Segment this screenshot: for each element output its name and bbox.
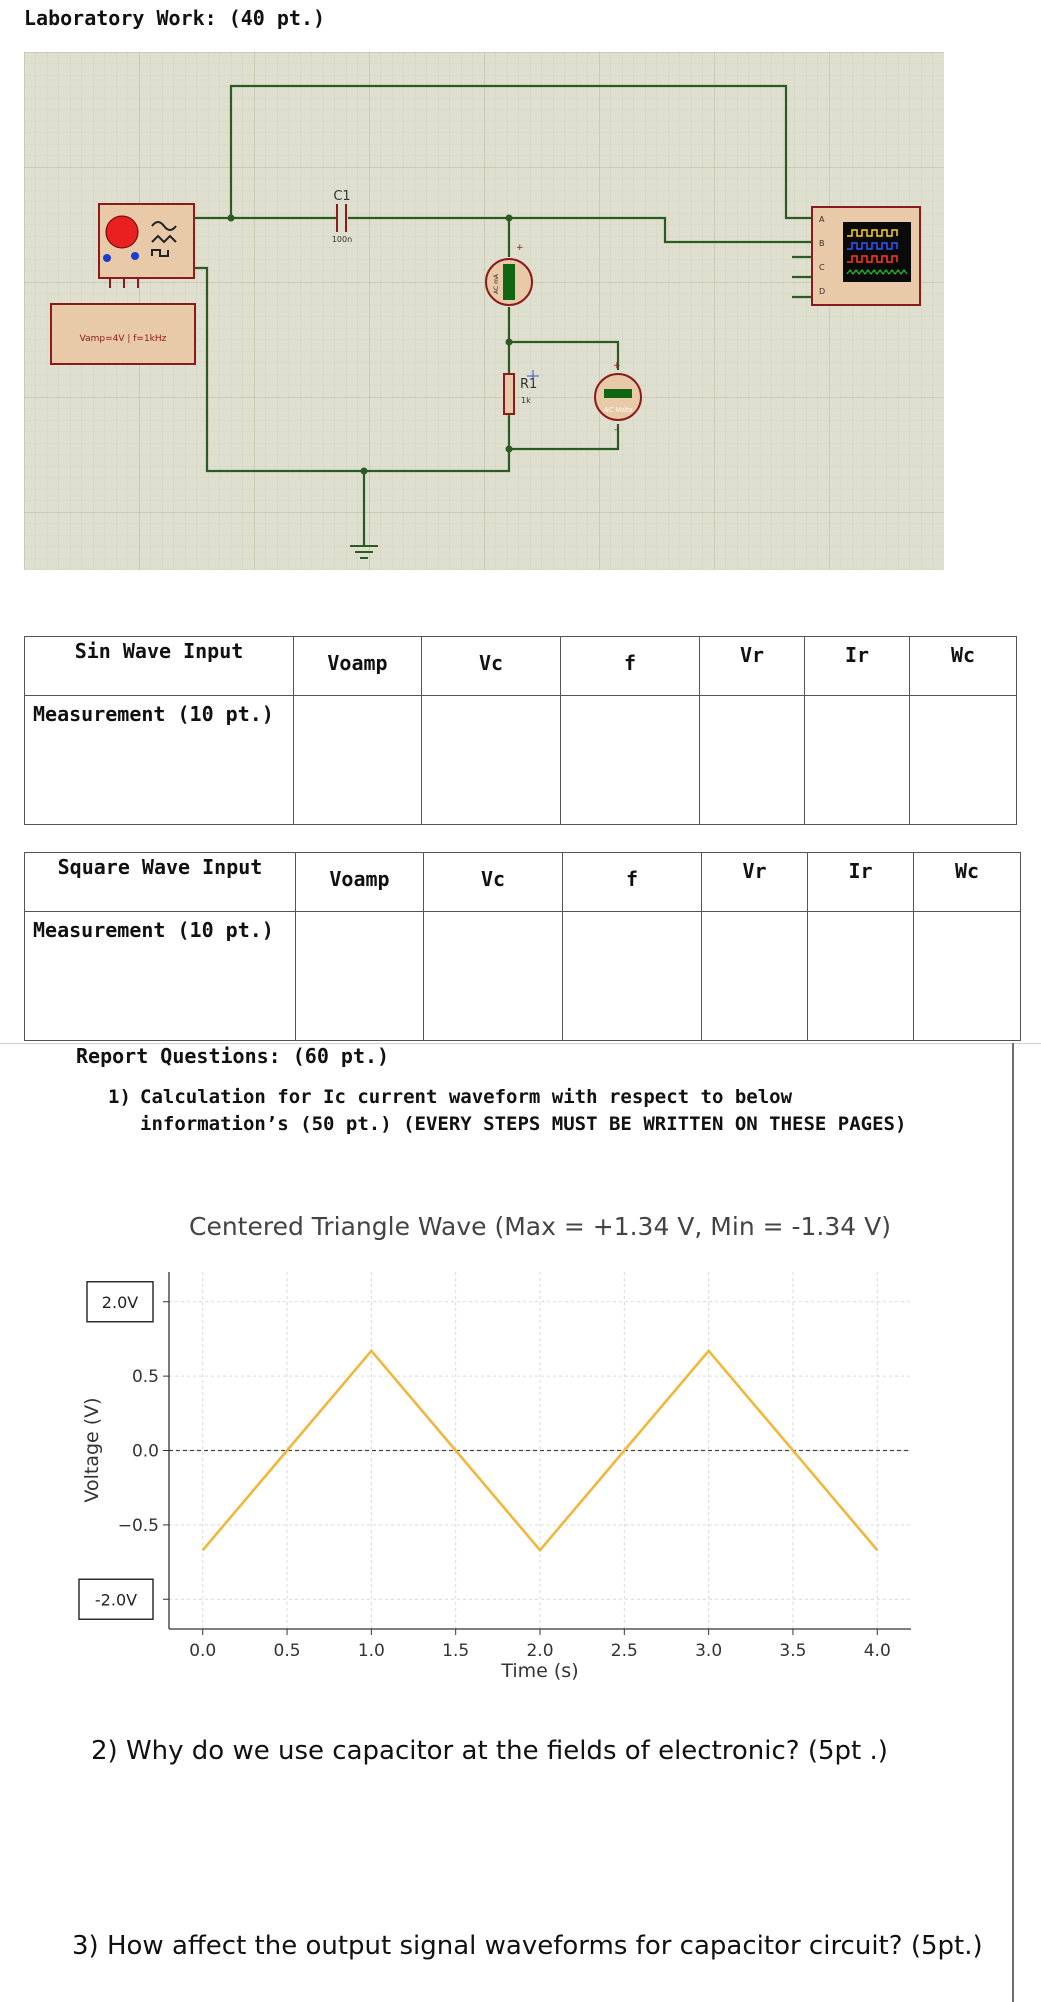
square-col-vr: Vr — [702, 853, 808, 912]
sin-cell-ir[interactable] — [805, 696, 910, 825]
sin-col-f: f — [561, 637, 700, 696]
function-generator-icon — [99, 204, 194, 288]
scope-channel-d: D — [819, 287, 826, 296]
resistor-value: 1k — [521, 396, 531, 405]
x-tick-label: 0.0 — [189, 1641, 217, 1661]
scope-channel-a: A — [819, 215, 825, 224]
y-tick-label: 2.0V — [101, 1292, 139, 1312]
square-cell-f[interactable] — [563, 912, 702, 1041]
square-wave-table — [24, 852, 1021, 1041]
capacitor-value: 100n — [331, 235, 353, 244]
y-tick-label: -2.0V — [94, 1590, 138, 1610]
sin-col-vc: Vc — [422, 637, 561, 696]
x-tick-label: 1.5 — [442, 1641, 470, 1661]
square-col-voamp: Voamp — [296, 853, 424, 912]
sin-cell-f[interactable] — [561, 696, 700, 825]
y-tick-label: 0.5 — [131, 1367, 159, 1388]
x-tick-label: 2.0 — [526, 1641, 554, 1661]
square-col-ir: Ir — [808, 853, 914, 912]
generator-label: Vamp=4V | f=1kHz — [79, 334, 167, 344]
question-2: 2) Why do we use capacitor at the fields of electronic? (5pt .) — [91, 1736, 888, 1766]
sin-col-ir: Ir — [805, 637, 910, 696]
triangle-wave-chart — [60, 1215, 930, 1685]
sin-cell-voamp[interactable] — [294, 696, 422, 825]
chart-grid — [169, 1272, 911, 1629]
generator-setting-box — [51, 304, 195, 364]
x-tick-label: 0.5 — [273, 1641, 301, 1661]
ammeter-plus: + — [516, 243, 524, 253]
square-col-vc: Vc — [424, 853, 563, 912]
sin-wave-table — [24, 636, 1017, 825]
square-cell-vc[interactable] — [424, 912, 563, 1041]
x-tick-label: 2.5 — [610, 1641, 638, 1661]
square-col-wc: Wc — [914, 853, 1021, 912]
sin-row-label: Measurement (10 pt.) — [25, 696, 294, 825]
x-tick-label: 1.0 — [357, 1641, 385, 1661]
lab-title: Laboratory Work: (40 pt.) — [24, 6, 326, 30]
square-row-label: Measurement (10 pt.) — [25, 912, 296, 1041]
sin-col-vr: Vr — [700, 637, 805, 696]
chart-ticks — [79, 1282, 891, 1661]
square-table-header: Square Wave Input — [25, 853, 296, 912]
capacitor-label: C1 — [333, 189, 351, 204]
resistor-label: R1 — [520, 377, 538, 392]
report-questions-title: Report Questions: (60 pt.) — [76, 1044, 390, 1068]
scope-channel-b: B — [819, 239, 825, 248]
scope-channel-c: C — [819, 263, 825, 272]
page-right-border — [1012, 1043, 1014, 2002]
sin-table-header: Sin Wave Input — [25, 637, 294, 696]
square-cell-vr[interactable] — [702, 912, 808, 1041]
sin-cell-vr[interactable] — [700, 696, 805, 825]
sin-cell-wc[interactable] — [910, 696, 1017, 825]
ammeter-label: AC mA — [493, 273, 500, 295]
voltmeter-label: AC Volts — [603, 406, 633, 414]
square-cell-voamp[interactable] — [296, 912, 424, 1041]
question-1-text: Calculation for Ic current waveform with respect to below information’s (50 pt.) (EVERY STEPS MUST BE WRITTEN ON THESE PAGES) — [140, 1086, 907, 1135]
sin-col-wc: Wc — [910, 637, 1017, 696]
chart-xlabel: Time (s) — [501, 1660, 579, 1682]
question-3: 3) How affect the output signal waveforms for capacitor circuit? (5pt.) — [72, 1931, 983, 1961]
x-tick-label: 4.0 — [863, 1641, 891, 1661]
square-col-f: f — [563, 853, 702, 912]
square-cell-ir[interactable] — [808, 912, 914, 1041]
x-tick-label: 3.0 — [695, 1641, 723, 1661]
voltmeter-minus: - — [614, 425, 618, 435]
voltmeter-plus: + — [613, 361, 621, 371]
sin-cell-vc[interactable] — [422, 696, 561, 825]
oscilloscope-icon — [812, 207, 920, 305]
x-tick-label: 3.5 — [779, 1641, 807, 1661]
square-cell-wc[interactable] — [914, 912, 1021, 1041]
question-1-number: 1) — [108, 1086, 131, 1108]
chart-title: Centered Triangle Wave (Max = +1.34 V, Min = -1.34 V) — [188, 1215, 892, 1241]
y-tick-label: −0.5 — [117, 1515, 159, 1536]
sin-col-voamp: Voamp — [294, 637, 422, 696]
y-tick-label: 0.0 — [131, 1441, 159, 1462]
circuit-schematic — [24, 52, 944, 570]
chart-ylabel: Voltage (V) — [81, 1397, 103, 1503]
